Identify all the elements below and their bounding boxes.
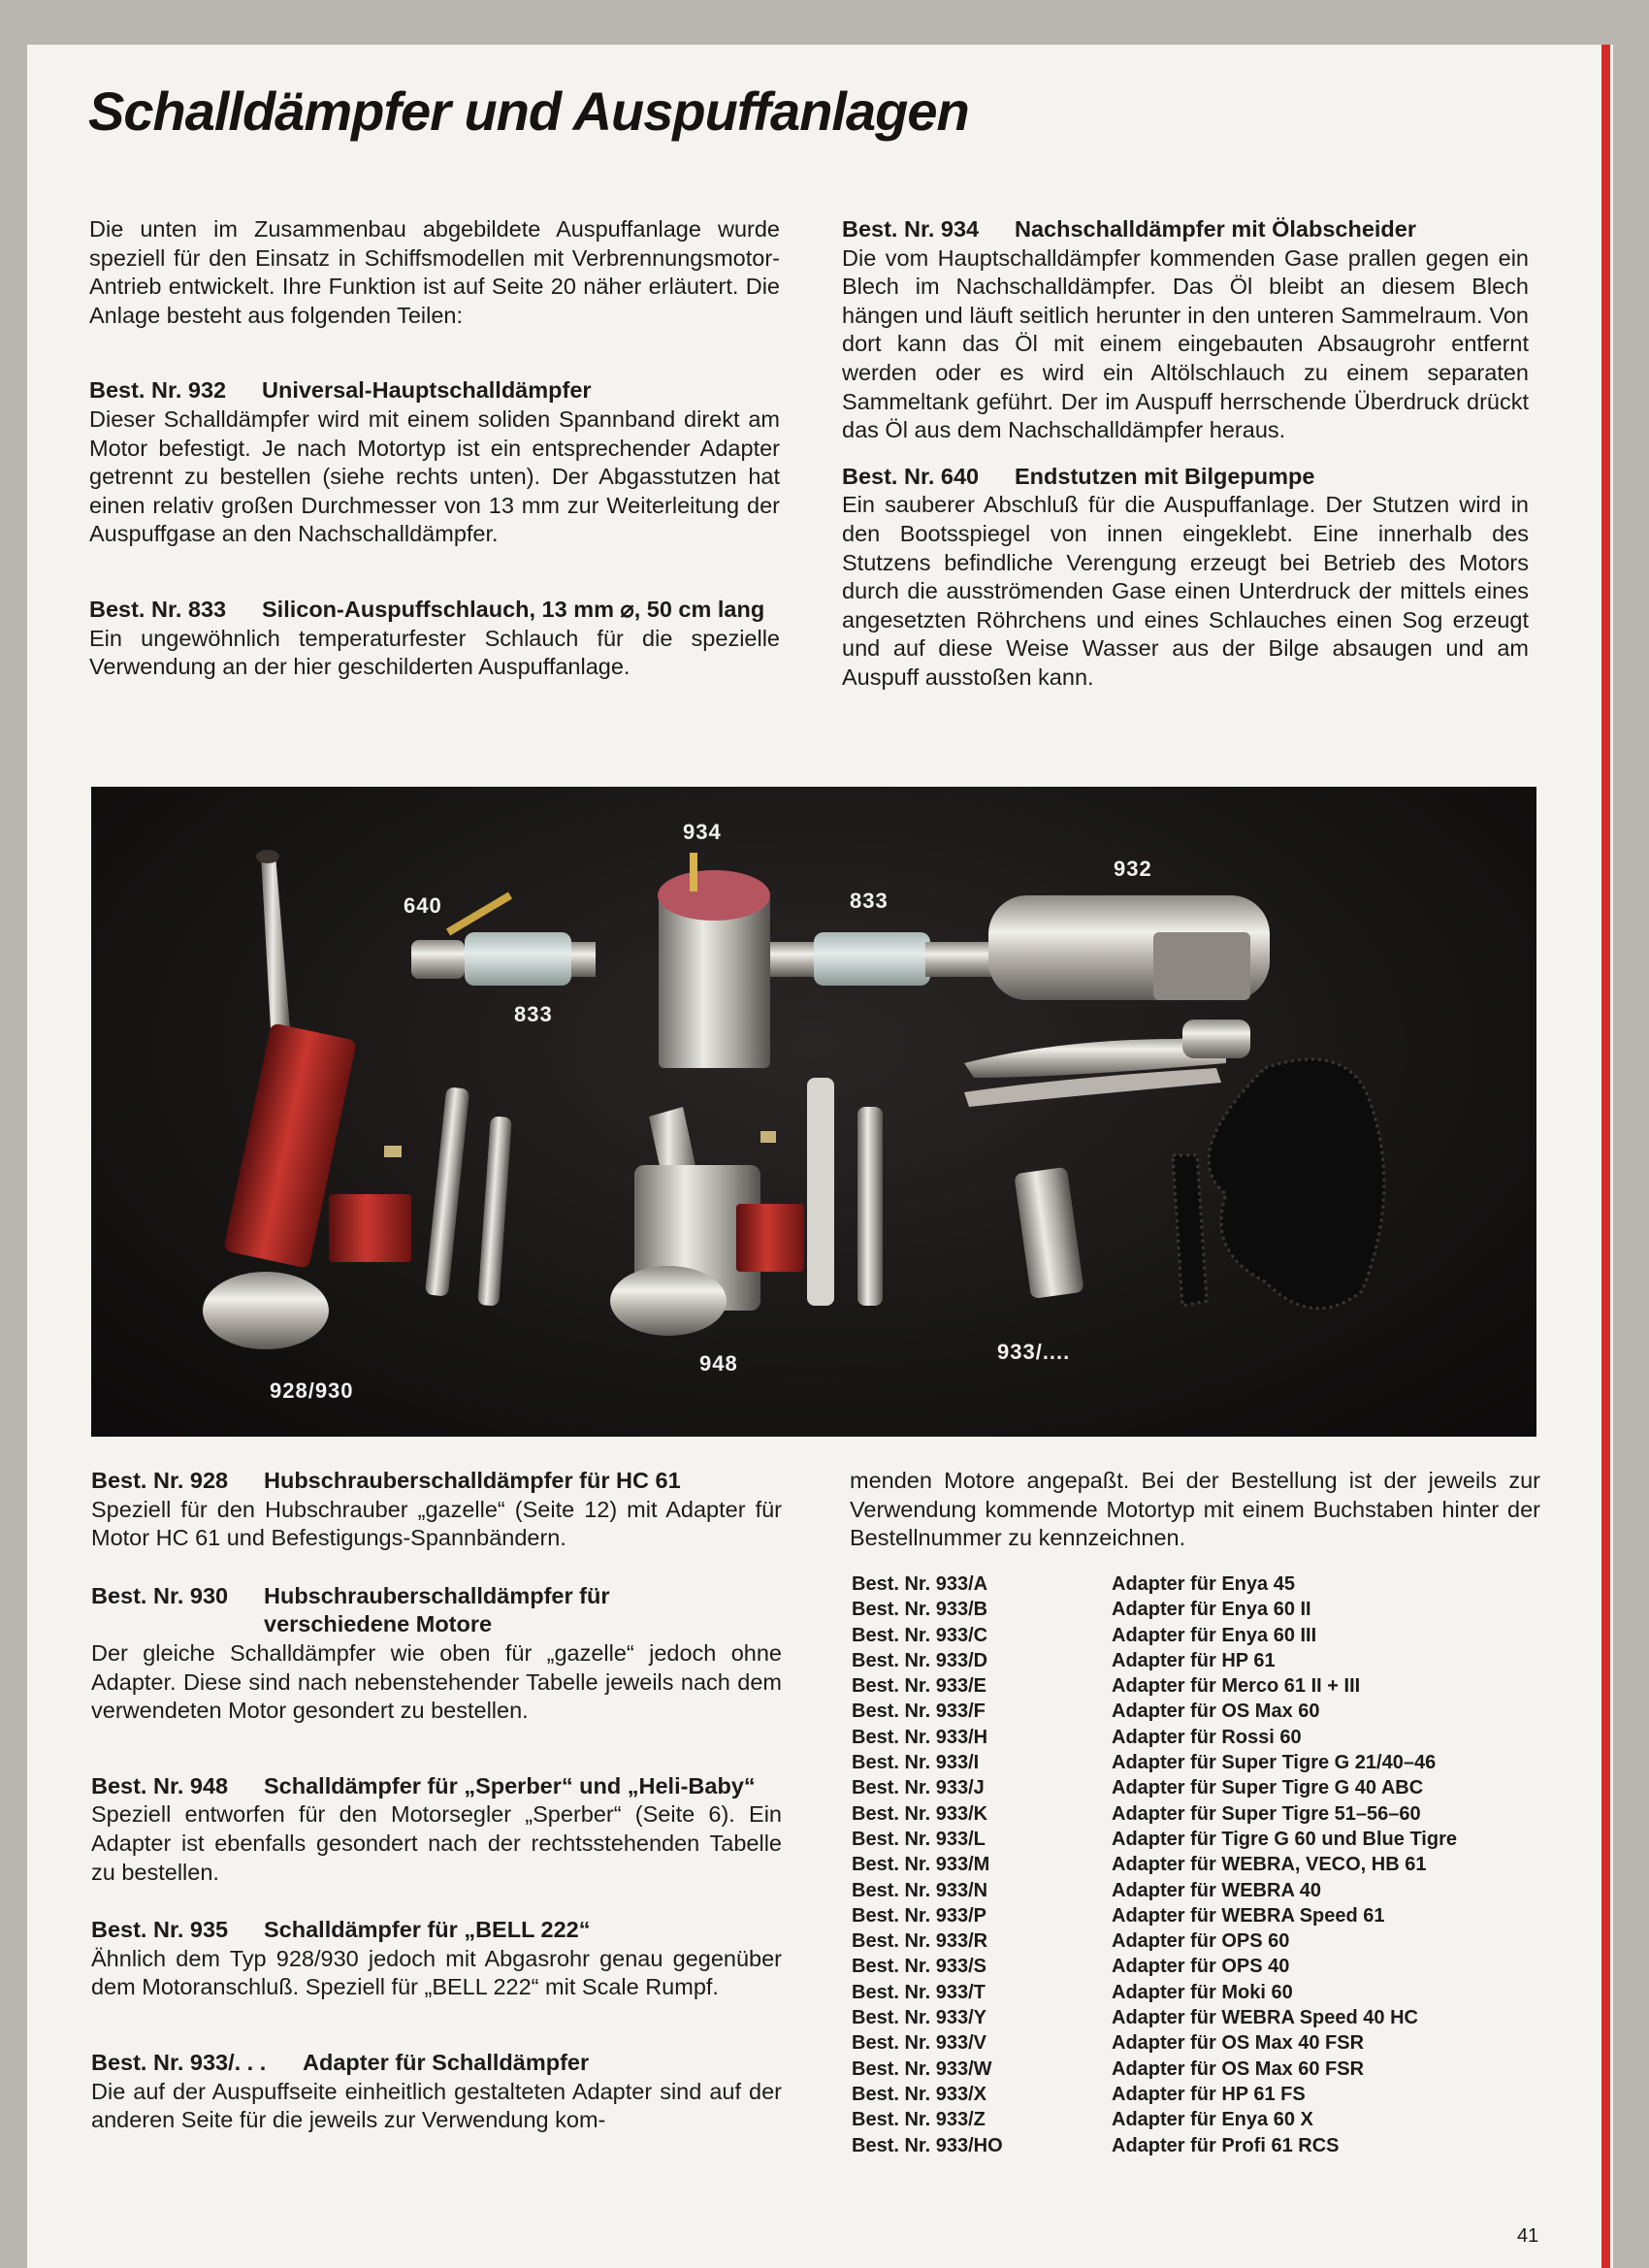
adapter-description: Adapter für Moki 60 (1112, 1981, 1293, 2003)
label-948: 948 (699, 1351, 738, 1376)
muffler-928-pipe (261, 855, 290, 1029)
adapter-description: Adapter für OPS 40 (1112, 1956, 1290, 1978)
item-description: Ähnlich dem Typ 928/930 jedoch mit Abgasrohr genau gegenüber dem Motoranschluß. Speziell für „BELL 222“ mit Scale Rumpf. (91, 1945, 782, 2000)
item-description: Ein ungewöhnlich temperaturfester Schlauch für die spezielle Verwendung an der hier geschilderten Auspuffanlage. (89, 625, 780, 680)
top-left-column (89, 215, 780, 682)
label-640: 640 (404, 893, 442, 918)
adapter-number: Best. Nr. 933/L (852, 1828, 986, 1850)
adapter-row (852, 2133, 1457, 2158)
item-number: Best. Nr. 932 (89, 377, 227, 404)
adapter-description: Adapter für OPS 60 (1112, 1930, 1290, 1953)
adapter-row (852, 1571, 1457, 1597)
label-933: 933/.... (997, 1340, 1071, 1364)
adapter-number: Best. Nr. 933/I (852, 1752, 980, 1774)
adapter-row (852, 1699, 1457, 1724)
clamp-strip-3 (857, 1107, 883, 1306)
adapter-row (852, 1827, 1457, 1852)
adapter-row (852, 1597, 1457, 1622)
adapter-number: Best. Nr. 933/F (852, 1701, 986, 1723)
muffler-928-end (203, 1272, 329, 1349)
adapter-row (852, 1980, 1457, 2005)
label-833-left: 833 (514, 1002, 553, 1026)
item-heading (91, 1916, 782, 1945)
adapter-number: Best. Nr. 933/Z (852, 2109, 986, 2131)
adapter-description: Adapter für Merco 61 II + III (1112, 1675, 1361, 1698)
adapter-description: Adapter für Super Tigre 51–56–60 (1112, 1802, 1421, 1825)
item-description: Dieser Schalldämpfer wird mit einem soliden Spannband direkt am Motor befestigt. Je nach Motortyp ist ein entsprechender Adapter getrennt zu bestellen (siehe rechts unten). Der Abgasstutzen hat einen relativ großen Durchmesser von 13 mm zur Weiterleitung der Auspuffgase an den Nachschalldämpfer. (89, 405, 780, 547)
adapter-number: Best. Nr. 933/E (852, 1675, 986, 1698)
adapter-row (852, 1623, 1457, 1648)
screw-1 (384, 1146, 402, 1157)
label-928-930: 928/930 (270, 1378, 354, 1403)
item-name: Nachschalldämpfer mit Ölabscheider (1015, 216, 1417, 242)
adapter-description: Adapter für HP 61 FS (1112, 2083, 1306, 2105)
adapter-number: Best. Nr. 933/B (852, 1599, 988, 1621)
adapter-description: Adapter für Enya 60 X (1112, 2109, 1313, 2131)
adapter-description: Adapter für Enya 60 II (1112, 1599, 1311, 1621)
adapter-row (852, 2082, 1457, 2107)
adapter-number: Best. Nr. 933/R (852, 1930, 988, 1953)
adapter-row (852, 1648, 1457, 1673)
item-description: Die auf der Auspuffseite einheitlich gestalteten Adapter sind auf der anderen Seite für die jeweils zur Verwendung kom- (91, 2078, 782, 2133)
clamp-strip-1 (425, 1086, 469, 1296)
spring-strip (807, 1078, 834, 1306)
continued-text: menden Motore angepaßt. Bei der Bestellung ist der jeweils zur Verwendung kommende Motortyp mit einem Buchstaben hinter der Bestellnummer zu kennzeichnen. (850, 1468, 1540, 1551)
clamp-tube (1182, 1020, 1250, 1058)
item-name: Silicon-Auspuffschlauch, 13 mm ⌀, 50 cm lang (262, 596, 765, 622)
adapter-number: Best. Nr. 933/M (852, 1854, 990, 1876)
clamp-strip-2 (477, 1116, 512, 1306)
page-title: Schalldämpfer und Auspuffanlagen (88, 81, 969, 142)
adapter-description: Adapter für OS Max 40 FSR (1112, 2032, 1365, 2055)
pipe-to-932 (925, 942, 993, 977)
tube-640-pin (448, 895, 510, 932)
hose-833-left (465, 932, 571, 986)
item-number: Best. Nr. 640 (842, 463, 980, 489)
adapter-948 (736, 1204, 804, 1272)
product-photo (91, 787, 1536, 1437)
item-heading (89, 596, 780, 625)
item-number: Best. Nr. 933/. . . (91, 2049, 267, 2075)
photo-illustration (91, 787, 1536, 1437)
adapter-description: Adapter für Super Tigre G 21/40–46 (1112, 1752, 1437, 1774)
item-name: Schalldämpfer für „BELL 222“ (264, 1917, 591, 1943)
pipe-joint-right (770, 942, 819, 977)
item-description: Speziell für den Hubschrauber „gazelle“ (Seite 12) mit Adapter für Motor HC 61 und Befestigungs-Spannbändern. (91, 1496, 782, 1551)
item-heading (89, 376, 780, 405)
adapter-number: Best. Nr. 933/H (852, 1726, 988, 1748)
label-932: 932 (1114, 857, 1152, 881)
adapter-number: Best. Nr. 933/S (852, 1956, 986, 1978)
muffler-948-end (610, 1266, 727, 1336)
adapter-description: Adapter für WEBRA 40 (1112, 1879, 1321, 1901)
hose-833-right (814, 932, 930, 986)
intro-text: Die unten im Zusammenbau abgebildete Auspuffanlage wurde speziell für den Einsatz in Schiffsmodellen mit Verbrennungsmotor-Antrieb entwickelt. Ihre Funktion ist auf Seite 20 näher erläutert. Die Anlage besteht aus folgenden Teilen: (89, 216, 780, 328)
adapter-description: Adapter für Enya 45 (1112, 1573, 1295, 1595)
adapter-number: Best. Nr. 933/N (852, 1879, 988, 1901)
item-name: Hubschrauberschalldämpfer für verschiedene Motore (264, 1582, 610, 1637)
adapter-row (852, 2005, 1457, 2030)
adapter-number: Best. Nr. 933/D (852, 1649, 988, 1671)
item-number: Best. Nr. 948 (91, 1772, 229, 1798)
adapter-number: Best. Nr. 933/Y (852, 2007, 986, 2029)
adapter-number: Best. Nr. 933/A (852, 1573, 988, 1595)
adapter-row (852, 1878, 1457, 1903)
adapter-table (852, 1571, 1457, 2158)
adapter-number: Best. Nr. 933/P (852, 1904, 986, 1927)
red-page-edge (1601, 45, 1610, 2268)
adapter-number: Best. Nr. 933/X (852, 2083, 986, 2105)
adapter-row (852, 1775, 1457, 1800)
adapter-row (852, 1725, 1457, 1750)
screw-2 (760, 1131, 776, 1143)
adapter-description: Adapter für Tigre G 60 und Blue Tigre (1112, 1828, 1457, 1850)
item-heading (91, 1467, 782, 1496)
adapter-row (852, 1954, 1457, 1979)
bottom-left-column (91, 1467, 782, 2135)
pipe-joint-left (571, 942, 596, 977)
foam-pad (1209, 1059, 1384, 1309)
adapter-description: Adapter für Profi 61 RCS (1112, 2134, 1340, 2156)
item-number: Best. Nr. 928 (91, 1468, 229, 1493)
muffler-934-pin (690, 853, 697, 891)
adapter-number: Best. Nr. 933/V (852, 2032, 986, 2055)
adapter-description: Adapter für WEBRA, VECO, HB 61 (1112, 1854, 1427, 1876)
adapter-description: Adapter für Super Tigre G 40 ABC (1112, 1777, 1424, 1799)
muffler-928-pipe-top (256, 850, 279, 863)
adapter-description: Adapter für HP 61 (1112, 1649, 1276, 1671)
adapter-description: Adapter für Enya 60 III (1112, 1624, 1317, 1646)
adapter-row (852, 1673, 1457, 1699)
item-name: Hubschrauberschalldämpfer für HC 61 (264, 1468, 681, 1493)
item-description: Die vom Hauptschalldämpfer kommenden Gase prallen gegen ein Blech im Nachschalldämpfer. Das Öl bleibt an diesem Blech hängen und läuft seitlich herunter in den unteren Sammelraum. Von dort kann das Öl mit einem eingebauten Absaugrohr entfernt werden oder es wird ein Altölschlauch zu einem separaten Sammeltank geführt. Der im Auspuff herrschende Überdruck drückt das Öl aus dem Nachschalldämpfer heraus. (842, 244, 1529, 443)
top-right-column (842, 215, 1529, 693)
adapter-number: Best. Nr. 933/K (852, 1802, 988, 1825)
item-name: Endstutzen mit Bilgepumpe (1015, 463, 1315, 489)
adapter-number: Best. Nr. 933/J (852, 1777, 985, 1799)
adapter-description: Adapter für OS Max 60 (1112, 1701, 1320, 1723)
adapter-row (852, 2107, 1457, 2132)
item-number: Best. Nr. 934 (842, 216, 980, 242)
item-number: Best. Nr. 935 (91, 1917, 229, 1943)
adapter-row (852, 1903, 1457, 1928)
foam-strip (1173, 1155, 1207, 1306)
page-number: 41 (1517, 2225, 1539, 2247)
item-heading (91, 1772, 782, 1801)
label-934: 934 (683, 820, 722, 844)
item-heading (842, 463, 1529, 492)
adapter-number: Best. Nr. 933/T (852, 1981, 986, 2003)
adapter-description: Adapter für Rossi 60 (1112, 1726, 1302, 1748)
item-heading (91, 1582, 782, 1639)
adapter-number: Best. Nr. 933/C (852, 1624, 988, 1646)
adapter-description: Adapter für OS Max 60 FSR (1112, 2057, 1365, 2080)
adapter-row (852, 1852, 1457, 1877)
item-name: Adapter für Schalldämpfer (303, 2049, 590, 2075)
adapter-row (852, 2030, 1457, 2056)
item-description: Der gleiche Schalldämpfer wie oben für „gazelle“ jedoch ohne Adapter. Diese sind nach nebenstehender Tabelle jeweils nach dem verwendeten Motor gesondert zu bestellen. (91, 1639, 782, 1724)
item-description: Ein sauberer Abschluß für die Auspuffanlage. Der Stutzen wird in den Bootsspiegel von innen eingeklebt. Eine innerhalb des Stutzens befindliche Verengung erzeugt bei Betrieb des Motors durch die ausströmenden Gase einen Unterdruck der mittels eines angesetzten Röhrchens und eines Schlauches einen Sog erzeugt und auf diese Weise Wasser aus der Bilge absaugen und am Auspuff ausstoßen kann. (842, 492, 1529, 690)
adapter-row (852, 1750, 1457, 1775)
adapter-row (852, 1928, 1457, 1954)
item-description: Speziell entworfen für den Motorsegler „Sperber“ (Seite 6). Ein Adapter ist ebenfalls gesondert nach der rechtsstehenden Tabelle zu bestellen. (91, 1801, 782, 1885)
bottom-right-column (850, 1467, 1540, 1553)
item-name: Universal-Hauptschalldämpfer (262, 377, 592, 404)
adapter-row (852, 1801, 1457, 1827)
adapter-number: Best. Nr. 933/HO (852, 2134, 1003, 2156)
adapter-description: Adapter für WEBRA Speed 40 HC (1112, 2007, 1418, 2029)
adapter-928 (329, 1194, 411, 1262)
muffler-932-mount (1153, 932, 1250, 1000)
tube-640 (411, 940, 465, 979)
item-number: Best. Nr. 833 (89, 596, 227, 622)
item-heading (91, 2049, 782, 2078)
muffler-934-lid (658, 870, 770, 921)
label-833-right: 833 (850, 889, 889, 913)
item-number: Best. Nr. 930 (91, 1582, 229, 1608)
adapter-number: Best. Nr. 933/W (852, 2057, 992, 2080)
adapter-933 (1014, 1167, 1084, 1299)
adapter-row (852, 2057, 1457, 2082)
item-heading (842, 215, 1529, 244)
item-name: Schalldämpfer für „Sperber“ und „Heli-Baby“ (264, 1772, 756, 1798)
adapter-description: Adapter für WEBRA Speed 61 (1112, 1904, 1385, 1927)
